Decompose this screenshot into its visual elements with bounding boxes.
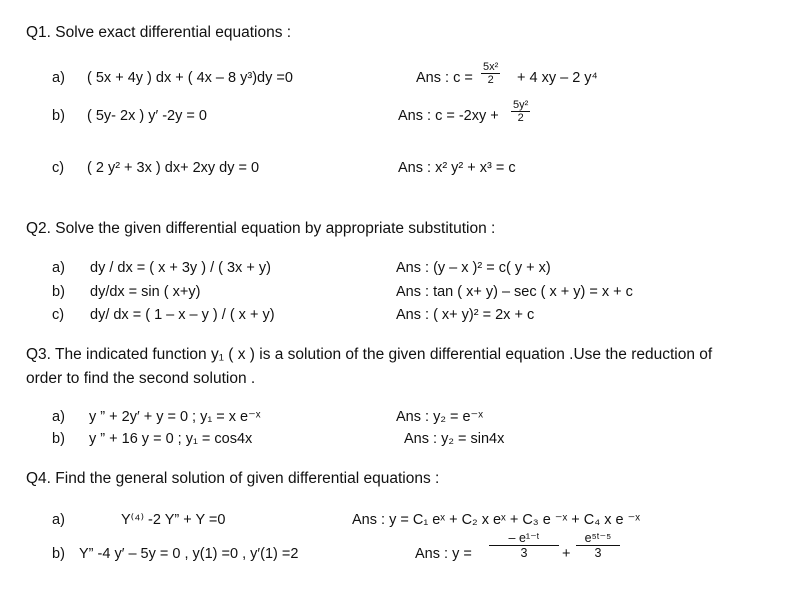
q1a-answer-rest: + 4 xy – 2 y⁴ (517, 70, 598, 86)
q2b-answer: Ans : tan ( x+ y) – sec ( x + y) = x + c (396, 284, 633, 300)
q4b-answer-fraction-2 (576, 531, 620, 560)
q1b-frac-denominator: 2 (517, 112, 524, 124)
q3b-label: b) (52, 431, 65, 447)
q2b-equation: dy/dx = sin ( x+y) (90, 284, 201, 300)
q1a-answer-fraction (481, 61, 500, 86)
q3a-equation: y ” + 2y′ + y = 0 ; y₁ = x e⁻ˣ (89, 409, 261, 425)
q1b-label: b) (52, 108, 65, 124)
q3-title-line2: order to find the second solution . (26, 370, 256, 387)
q1-title: Q1. Solve exact differential equations : (26, 24, 292, 41)
q1c-answer: Ans : x² y² + x³ = c (398, 160, 516, 176)
q4b-frac2-denominator: 3 (594, 546, 602, 560)
q4b-answer-prefix: Ans : y = (415, 546, 472, 562)
q2b-label: b) (52, 284, 65, 300)
q2a-label: a) (52, 260, 65, 276)
q1c-label: c) (52, 160, 65, 176)
q3b-equation: y ” + 16 y = 0 ; y₁ = cos4x (89, 431, 253, 447)
q4-title: Q4. Find the general solution of given differential equations : (26, 470, 440, 487)
q1b-answer-fraction (511, 99, 530, 124)
q1b-frac-numerator: 5y² (513, 99, 529, 111)
q4b-answer-fraction-1 (489, 531, 559, 560)
q3a-label: a) (52, 409, 65, 425)
q4b-frac2-numerator: e⁵ᵗ⁻⁵ (584, 531, 612, 545)
q2c-answer: Ans : ( x+ y)² = 2x + c (396, 307, 535, 323)
q1a-answer-prefix: Ans : c = (416, 70, 473, 86)
q4b-answer-plus: + (562, 546, 571, 562)
q1a-label: a) (52, 70, 65, 86)
q1a-frac-numerator: 5x² (483, 61, 499, 73)
q2-title: Q2. Solve the given differential equation by appropriate substitution : (26, 220, 496, 237)
q4b-frac1-denominator: 3 (520, 546, 528, 560)
q1a-frac-denominator: 2 (487, 74, 494, 86)
q1c-equation: ( 2 y² + 3x ) dx+ 2xy dy = 0 (87, 160, 260, 176)
q2c-label: c) (52, 307, 65, 323)
q2a-answer: Ans : (y – x )² = c( y + x) (396, 260, 551, 276)
q2c-equation: dy/ dx = ( 1 – x – y ) / ( x + y) (90, 307, 275, 323)
q4b-equation: Y” -4 y′ – 5y = 0 , y(1) =0 , y′(1) =2 (79, 546, 299, 562)
q4a-equation: Y⁽⁴⁾ -2 Y” + Y =0 (121, 512, 226, 528)
q3-title-line1: Q3. The indicated function y₁ ( x ) is a solution of the given differential equation .Use the reduction of (26, 346, 713, 363)
q3b-answer: Ans : y₂ = sin4x (404, 431, 505, 447)
q4b-label: b) (52, 546, 65, 562)
q4a-answer: Ans : y = C₁ eˣ + C₂ x eˣ + C₃ e ⁻ˣ + C₄ x e ⁻ˣ (352, 512, 640, 528)
q1b-equation: ( 5y- 2x ) y′ -2y = 0 (87, 108, 207, 124)
q2a-equation: dy / dx = ( x + 3y ) / ( 3x + y) (90, 260, 271, 276)
q3a-answer: Ans : y₂ = e⁻ˣ (396, 409, 483, 425)
q1b-answer-prefix: Ans : c = -2xy + (398, 108, 499, 124)
q4b-frac1-numerator: – e¹⁻ᵗ (508, 531, 540, 545)
q4a-label: a) (52, 512, 65, 528)
q1a-equation: ( 5x + 4y ) dx + ( 4x – 8 y³)dy =0 (87, 70, 293, 86)
